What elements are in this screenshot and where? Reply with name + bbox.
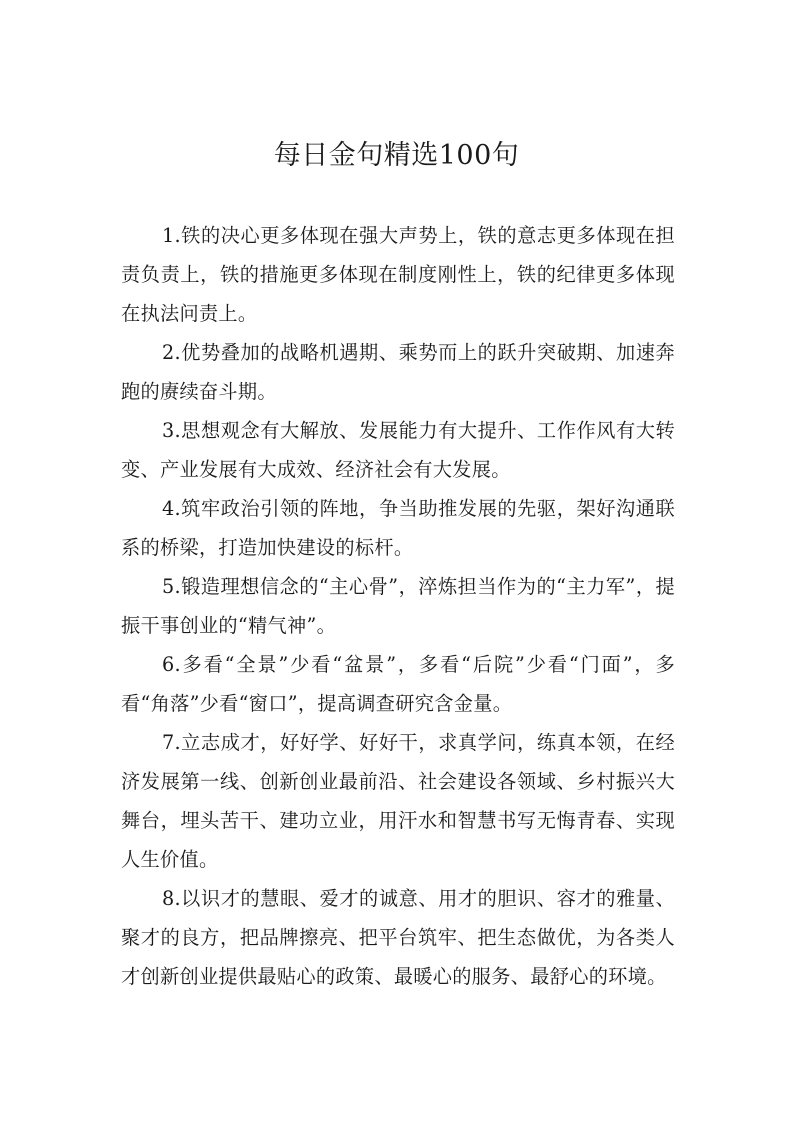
paragraph-7: 7.立志成才，好好学、好好干，求真学问，练真本领，在经济发展第一线、创新创业最前沿、社会建设各领域、乡村振兴大舞台，埋头苦干、建功立业，用汗水和智慧书写无悔青春、实现人生价值。: [121, 731, 675, 871]
paragraph-6: 6.多看“全景”少看“盆景”，多看“后院”少看“门面”，多看“角落”少看“窗口”，提高调查研究含金量。: [121, 653, 675, 715]
paragraph-1: 1.铁的决心更多体现在强大声势上，铁的意志更多体现在担责负责上，铁的措施更多体现在制度刚性上，铁的纪律更多体现在执法问责上。: [121, 224, 675, 325]
paragraph-5: 5.锻造理想信念的“主心骨”，淬炼担当作为的“主力军”，提振干事创业的“精气神”。: [121, 575, 675, 637]
document-body: [121, 216, 675, 996]
paragraph-4: 4.筑牢政治引领的阵地，争当助推发展的先驱，架好沟通联系的桥梁，打造加快建设的标杆。: [121, 497, 675, 559]
document-title: 每日金句精选100句: [273, 140, 520, 171]
paragraph-8: 8.以识才的慧眼、爱才的诚意、用才的胆识、容才的雅量、聚才的良方，把品牌擦亮、把平台筑牢、把生态做优，为各类人才创新创业提供最贴心的政策、最暖心的服务、最舒心的环境。: [121, 887, 675, 988]
paragraph-2: 2.优势叠加的战略机遇期、乘势而上的跃升突破期、加速奔跑的赓续奋斗期。: [121, 341, 675, 403]
paragraph-3: 3.思想观念有大解放、发展能力有大提升、工作作风有大转变、产业发展有大成效、经济社会有大发展。: [121, 419, 675, 481]
